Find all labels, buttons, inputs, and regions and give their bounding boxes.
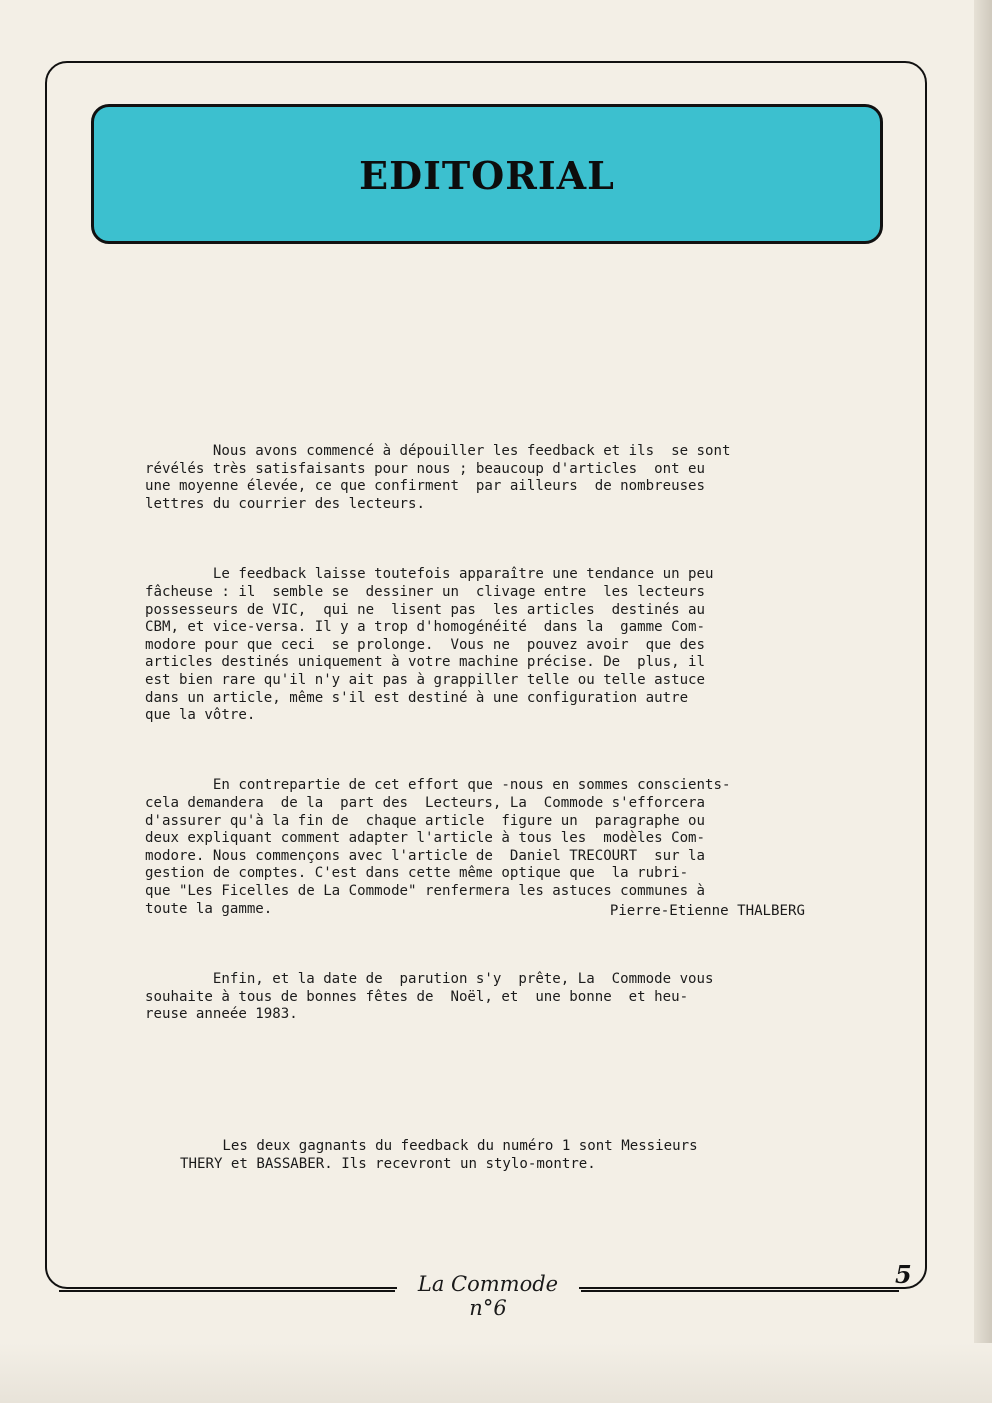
editorial-body bbox=[145, 408, 811, 1059]
page-number: 5 bbox=[895, 1260, 912, 1289]
magazine-name: La Commode n°6 bbox=[397, 1272, 579, 1320]
title-banner bbox=[91, 104, 883, 244]
paragraph-4: Enfin, et la date de parution s'y prête, La Commode vous souhaite à tous de bonnes fêtes de Noël, et une bonne et heu- reuse anneée 1983. bbox=[145, 971, 714, 1023]
page-title: EDITORIAL bbox=[359, 152, 615, 198]
page-edge-shadow bbox=[974, 0, 992, 1403]
feedback-winners-notice: Les deux gagnants du feedback du numéro 1 sont Messieurs THERY et BASSABER. Ils recevront un stylo-montre. bbox=[180, 1138, 698, 1172]
footer-rule-left bbox=[59, 1290, 395, 1292]
footer-rule-right bbox=[581, 1290, 899, 1292]
paragraph-1: Nous avons commencé à dépouiller les feedback et ils se sont révélés très satisfaisants pour nous ; beaucoup d'articles ont eu une moyenne élevée, ce que confirment par ailleurs de nombreuses lettres du courrier des lecteurs. bbox=[145, 443, 731, 512]
page-bottom-shade bbox=[0, 1343, 992, 1403]
author-signature: Pierre-Etienne THALBERG bbox=[609, 903, 805, 919]
paragraph-3: En contrepartie de cet effort que -nous en sommes conscients- cela demandera de la part des Lecteurs, La Commode s'efforcera d'assurer qu'à la fin de chaque article figure un paragraphe ou deux expliquant comment adapter l'article à tous les modèles Com- modore. Nous commençons avec l'article de Daniel TRECOURT sur la gestion de comptes. C'est dans cette même optique que la rubri- que "Les Ficelles de La Commode" renfermera les astuces communes à toute la gamme. bbox=[145, 777, 731, 917]
page-footer bbox=[45, 1260, 927, 1320]
paragraph-2: Le feedback laisse toutefois apparaître une tendance un peu fâcheuse : il semble se dessiner un clivage entre les lecteurs possesseurs de VIC, qui ne lisent pas les articles destinés au CBM, et vice-versa. Il y a trop d'homogénéité dans la gamme Com- modore pour que ceci se prolonge. Vous ne pouvez avoir que des articles destinés uniquement à votre machine précise. De plus, il est bien rare qu'il n'y ait pas à grappiller telle ou telle astuce dans un article, même s'il est destiné à une configuration autre que la vôtre. bbox=[145, 566, 714, 724]
